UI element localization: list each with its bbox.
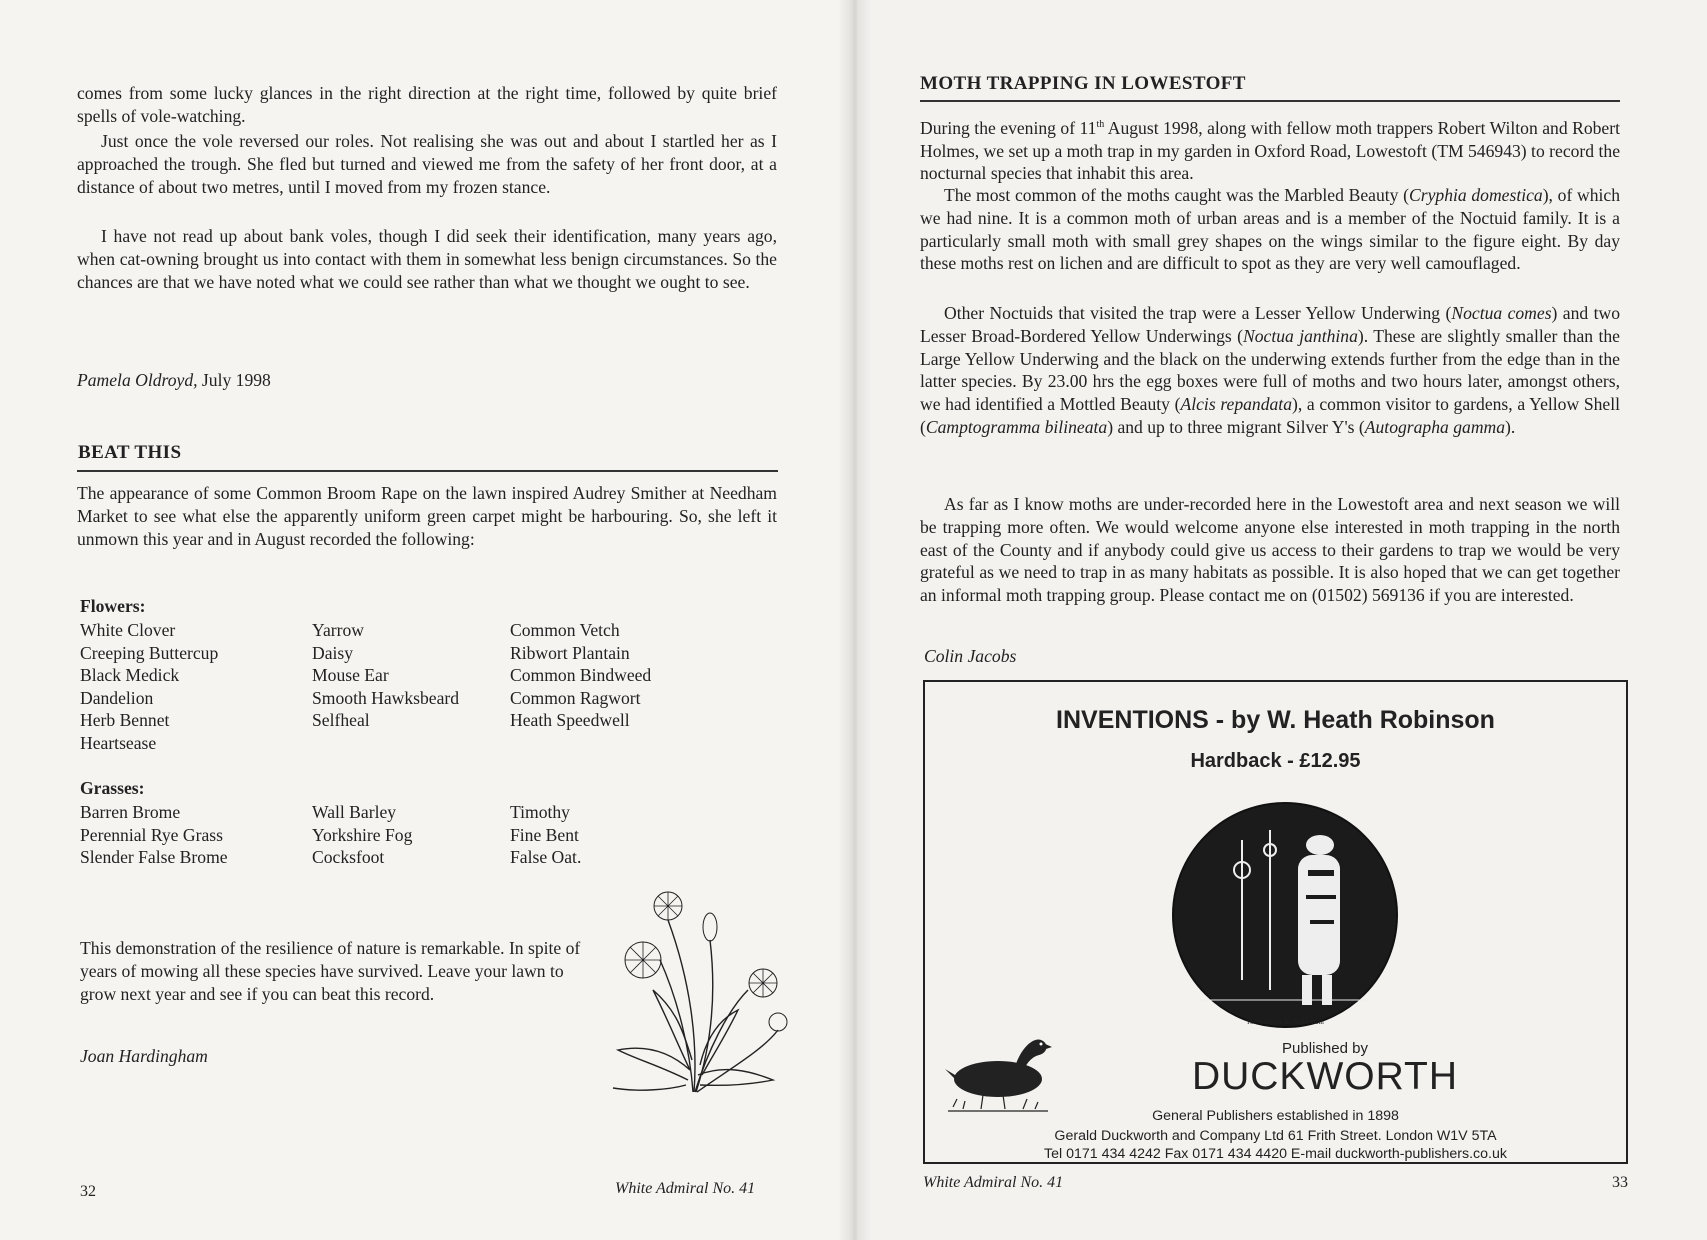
flowers-column-3 [510,619,651,732]
book-gutter [838,0,872,1240]
text-run: August 1998, along with fellow moth trappers Robert Wilton and Robert Holmes, we set up a moth trap in my garden in Oxford Road, Lowestoft (TM 546943) to record the nocturnal species that inhabit this area. [920,117,1620,184]
list-item: Wall Barley [312,802,397,822]
scientific-name: Camptogramma bilineata [925,416,1108,437]
list-item: Heartsease [80,732,157,753]
illustration-caption: The Habits of the Night Moth [1246,1019,1324,1026]
vole-paragraph-2: Just once the vole reversed our roles. Not realising she was out and about I startled her as I approached the trough. She fled but turned and viewed me from the safety of her front door, at a distance of about two metres, until I moved from my frozen stance. [77,131,777,197]
book-advert [923,680,1628,1164]
moth-paragraph-4: As far as I know moths are under-recorded here in the Lowestoft area and next season we will be trapping more often. We would welcome anyone else interested in moth trapping in the north east of the County and if anybody could give us access to their gardens to trap we would be very grateful as we need to trap in as many habitats as possible. It is also hoped that we can get together an informal moth trapping group. Please contact me on (01502) 569136 if you are interested. [920,494,1620,606]
text-run: ) and up to three migrant Silver Y's ( [1107,416,1365,437]
heading-rule [920,100,1620,102]
grasses-column-2 [312,801,412,869]
advert-price: Hardback - £12.95 [1190,750,1361,772]
moth-paragraph-3 [920,302,1620,439]
list-item: Dandelion [80,687,154,708]
scientific-name: Autographa gamma [1364,416,1506,437]
list-item: Cocksfoot [312,847,385,868]
list-item: Heath Speedwell [510,710,630,731]
list-item: Yarrow [312,620,364,640]
text-run: Other Noctuids that visited the trap were a Lesser Yellow Underwing ( [944,303,1452,323]
list-item: Common Bindweed [510,665,652,686]
moth-trapping-heading: MOTH TRAPPING IN LOWESTOFT [920,73,1246,94]
scientific-name: Noctua comes [1451,303,1552,323]
dandelion-illustration [598,880,790,1096]
grasses-column-3 [510,801,581,869]
closing-paragraph: This demonstration of the resilience of nature is remarkable. In spite of years of mowing all these species have survived. Leave your lawn to grow next year and see if you can beat this record. [80,938,581,1004]
advert-title: INVENTIONS - by W. Heath Robinson [1056,706,1495,734]
page-number-left: 32 [80,1183,96,1200]
list-item: Black Medick [80,665,180,686]
published-by-label: Published by [1282,1040,1368,1057]
superscript: th [1096,119,1105,130]
list-item: Daisy [312,642,354,663]
list-item: Selfheal [312,710,370,731]
text-run: The most common of the moths caught was the Marbled Beauty ( [944,185,1409,205]
signature-colin: Colin Jacobs [924,646,1017,666]
page-number-right: 33 [1612,1174,1628,1191]
grasses-heading: Grasses: [80,778,145,798]
list-item: Yorkshire Fog [312,824,413,845]
text-run: ), a common visitor to gardens, a Yellow Shell ( [920,394,1620,437]
text-run: During the evening of 11 [920,117,1097,138]
footer-right: White Admiral No. 41 [923,1174,1064,1191]
text-run: ), of which we had nine. It is a common moth of urban areas and is a member of the Noctuid family. It is a particularly small moth with small grey shapes on the wings similar to the figure eight. By day these moths rest on lichen and are difficult to spot as they are very well camouflaged. [920,185,1621,274]
scientific-name: Cryphia domestica [1409,185,1543,205]
list-item: Timothy [510,802,570,822]
list-item: Common Ragwort [510,687,641,708]
list-item: Smooth Hawksbeard [312,687,460,708]
night-moth-illustration [1170,800,1400,1030]
flowers-heading: Flowers: [80,596,146,616]
list-item: Barren Brome [80,802,181,822]
text-run: ). [1505,416,1516,437]
list-item: Herb Bennet [80,710,170,731]
footer-left: White Admiral No. 41 [615,1180,756,1197]
text-run: ). These are slightly smaller than the Large Yellow Underwing and the black on the underwing extends further from the edge than in the latter species. By 23.00 hrs the egg boxes were full of moths and two hours later, amongst others, we had identified a Mottled Beauty ( [920,325,1620,415]
publisher-contact: Tel 0171 434 4242 Fax 0171 434 4420 E-mail duckworth-publishers.co.uk [1044,1146,1507,1162]
publisher-wordmark: DUCKWORTH [1191,1055,1459,1098]
duck-logo-icon [943,1017,1053,1117]
vole-paragraph-3: I have not read up about bank voles, though I did seek their identification, many years ago, when cat-owning brought us into contact with them in somewhat less benign circumstances. So the chances are that we have noted what we could see rather than what we thought we ought to see. [77,226,777,292]
list-item: Mouse Ear [312,665,389,686]
moth-paragraph-2 [920,184,1620,275]
list-item: Creeping Buttercup [80,642,219,663]
list-item: Perennial Rye Grass [80,824,223,845]
signature-name: Pamela Oldroyd, [77,370,198,390]
beat-this-intro: The appearance of some Common Broom Rape on the lawn inspired Audrey Smither at Needham Market to see what else the apparently uniform green carpet might be harbouring. So, she left it unmown this year and in August recorded the following: [77,483,777,549]
scientific-name: Alcis repandata [1180,394,1292,415]
flowers-column-1 [80,619,218,755]
grasses-column-1 [80,801,228,869]
list-item: Ribwort Plantain [510,642,630,663]
list-item: White Clover [80,620,176,640]
publisher-address: Gerald Duckworth and Company Ltd 61 Frith Street. London W1V 5TA [1054,1128,1497,1144]
signature-date: July 1998 [197,370,271,390]
list-item: Slender False Brome [80,847,228,868]
flowers-column-2 [312,619,459,732]
vole-paragraph-1: comes from some lucky glances in the right direction at the right time, followed by quite brief spells of vole-watching. [77,83,777,126]
beat-this-heading: BEAT THIS [78,442,182,463]
list-item: Fine Bent [510,824,579,845]
left-page [0,0,850,1240]
text-run: ) and two Lesser Broad-Bordered Yellow Underwings ( [920,303,1620,346]
signature-joan: Joan Hardingham [80,1046,208,1066]
signature-pamela [77,369,477,392]
list-item: Common Vetch [510,620,620,640]
list-item: False Oat. [510,847,582,868]
moth-paragraph-1 [920,114,1620,185]
scientific-name: Noctua janthina [1243,325,1358,346]
publisher-tagline: General Publishers established in 1898 [1152,1108,1399,1124]
heading-rule [77,470,778,472]
